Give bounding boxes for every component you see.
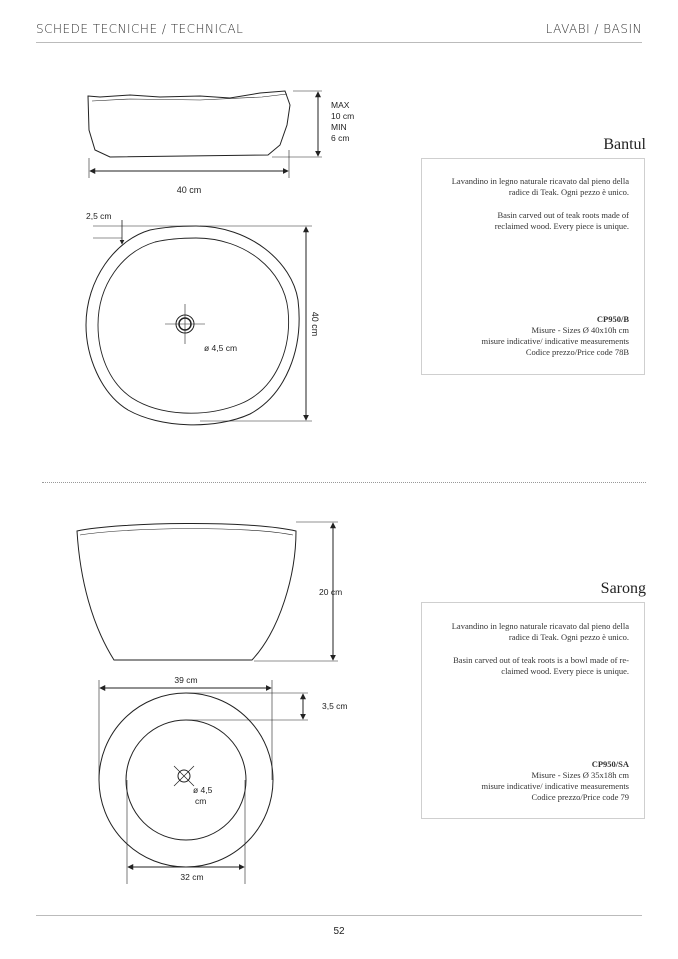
product-info-sarong bbox=[421, 602, 645, 819]
product-name-sarong: Sarong bbox=[600, 580, 646, 597]
sarong-desc-en-2: claimed wood. Every piece is unique. bbox=[501, 666, 629, 676]
sarong-measure-note: misure indicative/ indicative measurements bbox=[481, 781, 629, 791]
sarong-height-label: 20 cm bbox=[319, 587, 343, 597]
bantul-drain-label: ø 4,5 cm bbox=[204, 343, 238, 353]
sarong-bottom-width-label: 32 cm bbox=[180, 872, 204, 882]
bantul-desc-it-2: radice di Teak. Ogni pezzo è unico. bbox=[508, 187, 629, 197]
sarong-sizes: Misure - Sizes Ø 35x18h cm bbox=[531, 770, 629, 780]
sarong-desc-it-2: radice di Teak. Ogni pezzo è unico. bbox=[508, 632, 629, 642]
bantul-code: CP950/B bbox=[596, 314, 629, 324]
bantul-sizes: Misure - Sizes Ø 40x10h cm bbox=[531, 325, 629, 335]
sarong-code: CP950/SA bbox=[591, 759, 629, 769]
sarong-top-view bbox=[99, 693, 273, 867]
bantul-top-view bbox=[86, 226, 299, 425]
sarong-rim-label: 3,5 cm bbox=[322, 701, 348, 711]
sarong-desc-it-1: Lavandino in legno naturale ricavato dal pieno della bbox=[451, 621, 629, 631]
sarong-drain-label-1: ø 4,5 bbox=[193, 785, 213, 795]
bantul-rim-label: 2,5 cm bbox=[86, 211, 112, 221]
bantul-desc-en-1: Basin carved out of teak roots made of bbox=[497, 210, 629, 220]
header-category: LAVABI / BASIN bbox=[545, 22, 642, 36]
bantul-width-label: 40 cm bbox=[176, 185, 202, 195]
sarong-drain-label-2: cm bbox=[195, 796, 207, 806]
bantul-depth-label: 40 cm bbox=[310, 311, 320, 337]
bantul-desc-it-1: Lavandino in legno naturale ricavato dal pieno della bbox=[451, 176, 629, 186]
product-name-bantul: Bantul bbox=[603, 136, 646, 153]
bantul-price-code: Codice prezzo/Price code 78B bbox=[525, 347, 629, 357]
product-info-bantul bbox=[421, 158, 645, 375]
sarong-side-view bbox=[77, 523, 296, 660]
bantul-side-view bbox=[88, 91, 290, 157]
bantul-measure-note: misure indicative/ indicative measurements bbox=[481, 336, 629, 346]
bantul-desc-en-2: reclaimed wood. Every piece is unique. bbox=[494, 221, 629, 231]
bantul-height-min-label: MIN bbox=[331, 122, 347, 132]
sarong-price-code: Codice prezzo/Price code 79 bbox=[531, 792, 629, 802]
sarong-top-width-label: 39 cm bbox=[174, 675, 198, 685]
sarong-desc-en-1: Basin carved out of teak roots is a bowl made of re- bbox=[453, 655, 629, 665]
section-divider bbox=[42, 482, 646, 483]
bantul-height-min: 6 cm bbox=[331, 133, 350, 143]
header-section-title: SCHEDE TECNICHE / TECHNICAL bbox=[36, 22, 244, 36]
footer-divider bbox=[36, 915, 642, 916]
bantul-height-max-label: MAX bbox=[331, 100, 350, 110]
page-number: 52 bbox=[333, 926, 345, 937]
bantul-height-max: 10 cm bbox=[331, 111, 355, 121]
